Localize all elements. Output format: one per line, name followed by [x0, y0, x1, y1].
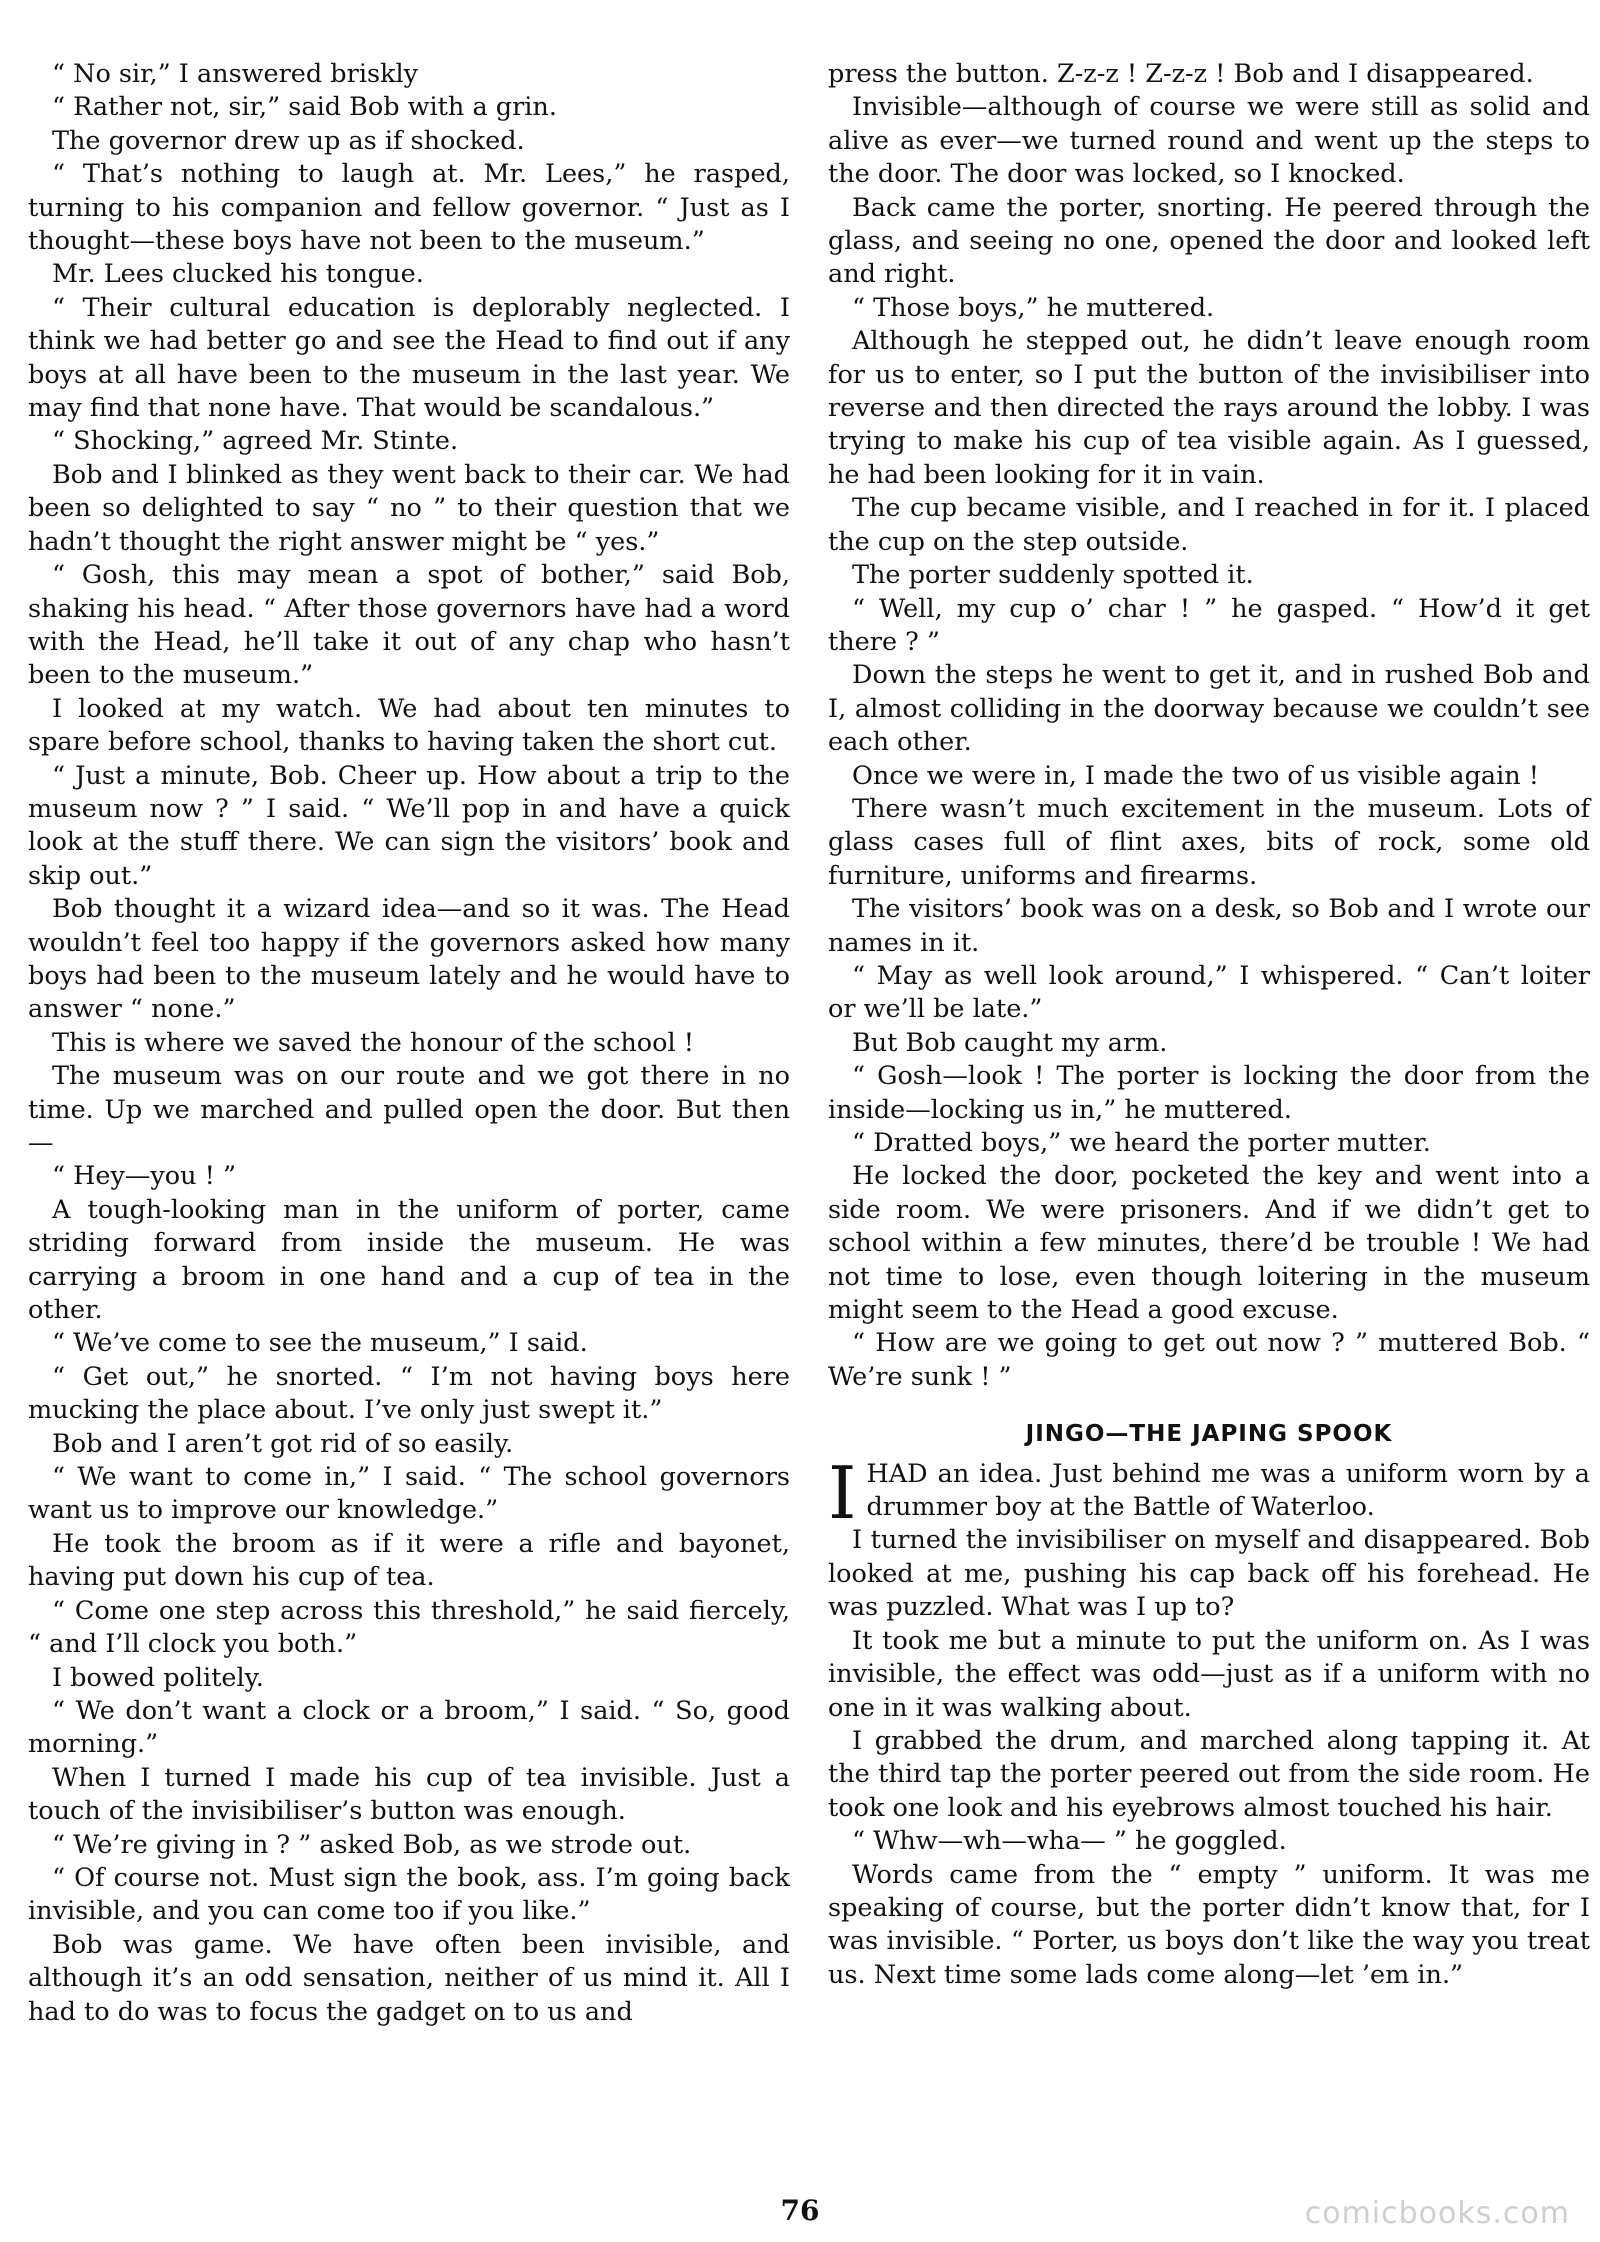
paragraph: But Bob caught my arm.: [852, 1027, 1168, 1058]
paragraph: “ We’re giving in ? ” asked Bob, as we strode out.: [52, 1829, 692, 1860]
paragraph: Down the steps he went to get it, and in rushed Bob and I, almost colliding in the doorway because we couldn’t see each other.: [828, 660, 1590, 758]
paragraph: “ We don’t want a clock or a broom,” I said. “ So, good morning.”: [28, 1695, 790, 1760]
paragraph: He locked the door, pocketed the key and went into a side room. We were prisoners. And if we didn’t get to school within a few minutes, there’d be trouble ! We had not time to lose, even though loitering in the museum might seem to the Head a good excuse.: [828, 1161, 1590, 1326]
paragraph: He took the broom as if it were a rifle and bayonet, having put down his cup of tea.: [28, 1528, 790, 1593]
paragraph: “ Dratted boys,” we heard the porter mutter.: [852, 1128, 1431, 1158]
paragraph: I looked at my watch. We had about ten minutes to spare before school, thanks to having taken the short cut.: [28, 693, 790, 758]
paragraph: Back came the porter, snorting. He peered through the glass, and seeing no one, opened the door and looked left and right.: [828, 192, 1590, 290]
paragraph: “ Gosh—look ! The porter is locking the door from the inside—locking us in,” he muttered.: [828, 1061, 1590, 1125]
paragraph: I bowed politely.: [52, 1662, 264, 1693]
paragraph: I grabbed the drum, and marched along tapping it. At the third tap the porter peered out from the side room. He took one look and his eyebrows almost touched his hair.: [828, 1725, 1590, 1823]
paragraph: “ Come one step across this threshold,” he said fiercely, “ and I’ll clock you both.”: [28, 1595, 790, 1660]
paragraph: Mr. Lees clucked his tongue.: [52, 259, 424, 290]
paragraph: “ Those boys,” he muttered.: [852, 292, 1215, 323]
paragraph: Words came from the “ empty ” uniform. It was me speaking of course, but the porter didn’t know that, for I was invisible. “ Porter, us boys don’t like the way you treat us. Next time some lads come along—let ’em in.”: [828, 1859, 1590, 1990]
paragraph: The governor drew up as if shocked.: [52, 125, 525, 156]
paragraph: “ Get out,” he snorted. “ I’m not having boys here mucking the place about. I’ve only just swept it.”: [28, 1361, 790, 1426]
paragraph: The cup became visible, and I reached in for it. I placed the cup on the step outside.: [828, 493, 1590, 557]
paragraph: I turned the invisibiliser on myself and disappeared. Bob looked at me, pushing his cap back off his forehead. He was puzzled. What was I up to?: [828, 1525, 1590, 1623]
paragraph: When I turned I made his cup of tea invisible. Just a touch of the invisibiliser’s button was enough.: [28, 1762, 790, 1827]
paragraph: Bob thought it a wizard idea—and so it was. The Head wouldn’t feel too happy if the governors asked how many boys had been to the museum lately and he would have to answer “ none.”: [28, 894, 790, 1025]
page-number: 76: [780, 2194, 820, 2227]
dropcap-letter: I: [828, 1450, 857, 1535]
paragraph: It took me but a minute to put the uniform on. As I was invisible, the effect was odd—just as if a uniform with no one in it was walking about.: [828, 1625, 1590, 1723]
paragraph: “ Of course not. Must sign the book, ass. I’m going back invisible, and you can come too if you like.”: [28, 1862, 790, 1927]
paragraph: “ We’ve come to see the museum,” I said.: [52, 1328, 588, 1359]
left-column: [28, 58, 790, 2029]
dropcap-paragraph: [828, 1450, 1590, 1535]
paragraph: There wasn’t much excitement in the museum. Lots of glass cases full of flint axes, bits of rock, some old furniture, uniforms and firearms.: [828, 793, 1590, 891]
paragraph: “ Well, my cup o’ char ! ” he gasped. “ How’d it get there ? ”: [828, 593, 1590, 657]
right-column: [828, 58, 1590, 1992]
dropcap-paragraph-text: HAD an idea. Just behind me was a uniform worn by a drummer boy at the Battle of Waterloo.: [866, 1458, 1590, 1523]
paragraph: The visitors’ book was on a desk, so Bob and I wrote our names in it.: [828, 894, 1590, 958]
paragraph: A tough-looking man in the uniform of porter, came striding forward from inside the museum. He was carrying a broom in one hand and a cup of tea in the other.: [28, 1194, 790, 1326]
paragraph: The museum was on our route and we got there in no time. Up we marched and pulled open the door. But then—: [28, 1061, 790, 1158]
paragraph: Bob was game. We have often been invisible, and although it’s an odd sensation, neither of us mind it. All I had to do was to focus the gadget on to us and: [28, 1929, 790, 2027]
paragraph: Bob and I blinked as they went back to their car. We had been so delighted to say “ no ” to their question that we hadn’t thought the right answer might be “ yes.”: [28, 459, 790, 557]
paragraph: “ Hey—you ! ”: [52, 1161, 237, 1192]
paragraph: This is where we saved the honour of the school !: [52, 1027, 694, 1058]
paragraph: Bob and I aren’t got rid of so easily.: [52, 1428, 514, 1459]
paragraph: “ How are we going to get out now ? ” muttered Bob. “ We’re sunk ! ”: [828, 1328, 1590, 1392]
paragraph: Once we were in, I made the two of us visible again !: [852, 760, 1540, 791]
paragraph: “ We want to come in,” I said. “ The school governors want us to improve our knowledge.”: [28, 1462, 790, 1526]
paragraph: “ Whw—wh—wha— ” he goggled.: [852, 1826, 1287, 1857]
paragraph: Invisible—although of course we were still as solid and alive as ever—we turned round and went up the steps to the door. The door was locked, so I knocked.: [828, 92, 1590, 190]
paragraph: Although he stepped out, he didn’t leave enough room for us to enter, so I put the button of the invisibiliser into reverse and then directed the rays around the lobby. I was trying to make his cup of tea visible again. As I guessed, he had been looking for it in vain.: [828, 326, 1590, 490]
paragraph: “ Just a minute, Bob. Cheer up. How about a trip to the museum now ? ” I said. “ We’ll pop in and have a quick look at the stuff there. We can sign the visitors’ book and skip out.”: [28, 760, 790, 891]
paragraph: The porter suddenly spotted it.: [852, 560, 1254, 591]
paragraph: “ Shocking,” agreed Mr. Stinte.: [52, 426, 459, 457]
paragraph: “ Rather not, sir,” said Bob with a grin.: [52, 92, 557, 123]
paragraph: “ No sir,” I answered briskly: [52, 59, 419, 89]
paragraph-continuation: press the button. Z-z-z ! Z-z-z ! Bob and I disappeared.: [828, 59, 1534, 89]
paragraph: “ Their cultural education is deplorably neglected. I think we had better go and see the Head to find out if any boys at all have been to the museum in the last year. We may find that none have. That would be scandalous.”: [28, 292, 790, 424]
paragraph: “ That’s nothing to laugh at. Mr. Lees,” he rasped, turning to his companion and fellow governor. “ Just as I thought—these boys have not been to the museum.”: [28, 159, 790, 257]
watermark: comicbooks.com: [1304, 2196, 1570, 2231]
section-heading: JINGO—THE JAPING SPOOK: [1025, 1421, 1393, 1448]
paragraph: “ Gosh, this may mean a spot of bother,” said Bob, shaking his head. “ After those governors have had a word with the Head, he’ll take it out of any chap who hasn’t been to the museum.”: [28, 560, 790, 691]
paragraph: “ May as well look around,” I whispered. “ Can’t loiter or we’ll be late.”: [828, 960, 1590, 1025]
